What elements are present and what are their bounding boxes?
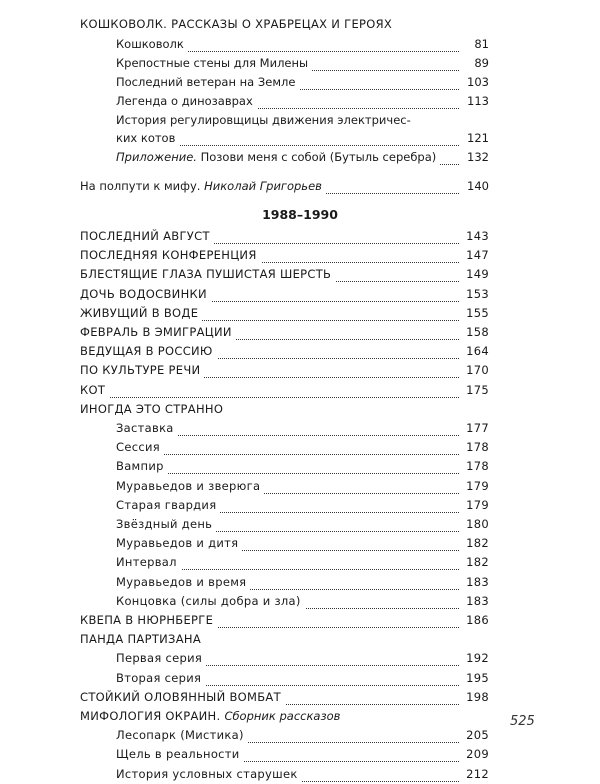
toc-label-text: Лесопарк (Мистика) bbox=[116, 728, 244, 743]
toc-page: 170 bbox=[466, 363, 489, 378]
toc-label bbox=[116, 533, 242, 553]
toc-label bbox=[80, 610, 217, 630]
toc-label bbox=[80, 176, 326, 196]
toc-label-text: ЖИВУЩИЙ В ВОДЕ bbox=[80, 305, 199, 320]
toc-entry bbox=[0, 72, 600, 92]
toc-entry bbox=[0, 437, 600, 457]
toc-page: 192 bbox=[466, 651, 489, 666]
toc-page: 149 bbox=[466, 267, 489, 282]
essay-author: Николай Григорьев bbox=[204, 179, 322, 193]
toc-entry bbox=[0, 572, 600, 592]
toc-label-text: КВЕПА В НЮРНБЕРГЕ bbox=[80, 613, 214, 627]
toc-entry bbox=[0, 687, 600, 707]
toc-label: Крепостные стены для Милены bbox=[116, 53, 312, 73]
toc-label-text: Старая гвардия bbox=[116, 497, 217, 512]
toc-page: 180 bbox=[466, 517, 489, 531]
toc-page: 175 bbox=[466, 382, 489, 397]
toc-label-text: БЛЕСТЯЩИЕ ГЛАЗА ПУШИСТАЯ ШЕРСТЬ bbox=[80, 267, 332, 282]
toc-page: 195 bbox=[466, 670, 489, 685]
toc-entry bbox=[0, 495, 600, 515]
toc-label bbox=[116, 495, 220, 515]
toc-label-text: Концовка (силы добра и зла) bbox=[116, 593, 301, 608]
toc-page: 81 bbox=[474, 37, 489, 51]
essay-title: На полпути к мифу. bbox=[80, 179, 201, 193]
toc-entry bbox=[0, 226, 600, 246]
toc-label bbox=[80, 245, 261, 265]
toc-label bbox=[116, 744, 244, 764]
toc-label-text: ДОЧЬ ВОДОСВИНКИ bbox=[80, 286, 207, 301]
toc-label: Кошковолк bbox=[116, 34, 188, 54]
toc-label bbox=[80, 380, 109, 400]
toc-label bbox=[80, 264, 335, 284]
toc-label: ких котов bbox=[116, 128, 179, 148]
toc-label-text: ВЕДУЩАЯ В РОССИЮ bbox=[80, 344, 213, 359]
toc-label bbox=[80, 226, 214, 246]
toc-page: 212 bbox=[466, 766, 489, 781]
toc-label bbox=[80, 360, 204, 380]
toc-label-text: СТОЙКИЙ ОЛОВЯННЫЙ ВОМБАТ bbox=[80, 689, 281, 704]
toc-label-text: ПОСЛЕДНИЙ АВГУСТ bbox=[80, 229, 210, 243]
toc-page: 183 bbox=[466, 574, 489, 589]
toc-entry bbox=[0, 380, 600, 400]
toc-label-text: Щель в реальности bbox=[116, 747, 240, 762]
toc-label-text: ПО КУЛЬТУРЕ РЕЧИ bbox=[80, 363, 201, 378]
toc-entry bbox=[0, 610, 600, 630]
toc-entry bbox=[0, 91, 600, 111]
toc-label-text: Вампир bbox=[116, 459, 164, 474]
toc-page: 147 bbox=[466, 248, 489, 263]
toc-entry bbox=[0, 303, 600, 323]
section-title-koshkovolk bbox=[0, 14, 600, 34]
toc-page: 183 bbox=[466, 593, 489, 608]
toc-page: 153 bbox=[466, 286, 489, 301]
toc-page: 205 bbox=[466, 728, 489, 743]
toc-label-text: МИФОЛОГИЯ ОКРАИН. bbox=[80, 709, 221, 723]
toc-page: 179 bbox=[466, 478, 489, 493]
toc-page: 198 bbox=[466, 689, 489, 704]
toc-entry bbox=[0, 552, 600, 572]
toc-label bbox=[116, 591, 305, 611]
toc-label bbox=[116, 418, 178, 438]
toc-entry bbox=[0, 456, 600, 476]
toc-entry bbox=[0, 476, 600, 496]
toc-label bbox=[116, 147, 440, 167]
toc-entry bbox=[0, 399, 600, 419]
toc-entry-line2 bbox=[0, 128, 600, 148]
toc-label: Легенда о динозаврах bbox=[116, 91, 257, 111]
toc-label-text: ИНОГДА ЭТО СТРАННО bbox=[80, 401, 224, 416]
toc-label bbox=[116, 764, 302, 784]
toc-entry bbox=[0, 322, 600, 342]
toc-page: 179 bbox=[466, 497, 489, 512]
toc-label bbox=[80, 629, 205, 649]
toc-entry bbox=[0, 668, 600, 688]
toc-label-text: Заставка bbox=[116, 421, 174, 435]
toc-page: 209 bbox=[466, 747, 489, 762]
toc-page: 178 bbox=[466, 440, 489, 455]
toc-label-text: Интервал bbox=[116, 555, 177, 570]
toc-label bbox=[80, 706, 344, 726]
toc-page: 103 bbox=[467, 75, 489, 89]
toc-label-rest: Позови меня с собой (Бутыль серебра) bbox=[200, 150, 437, 164]
toc-label bbox=[80, 341, 217, 361]
toc-page: 155 bbox=[466, 305, 489, 320]
toc-page: 164 bbox=[466, 344, 489, 359]
toc-page: 178 bbox=[466, 459, 489, 474]
toc-page: 177 bbox=[466, 421, 489, 435]
toc-label bbox=[116, 552, 181, 572]
toc-label bbox=[80, 284, 211, 304]
toc-entry bbox=[0, 533, 600, 553]
toc-label-text: Вторая серия bbox=[116, 670, 202, 685]
dotted-leader bbox=[116, 454, 459, 455]
toc-page: 132 bbox=[467, 150, 489, 164]
toc-page: 89 bbox=[474, 56, 489, 70]
toc-entry bbox=[0, 53, 600, 73]
dotted-leader bbox=[80, 397, 459, 398]
toc-label-text: Сессия bbox=[116, 440, 160, 455]
toc-entry bbox=[0, 629, 600, 649]
toc-page: 186 bbox=[466, 613, 489, 627]
section-heading-1988: 1988–1990 bbox=[262, 207, 338, 222]
toc-label bbox=[80, 687, 285, 707]
toc-page: 140 bbox=[467, 179, 489, 193]
toc-label-text: Муравьедов и время bbox=[116, 574, 247, 589]
toc-label bbox=[116, 476, 264, 496]
toc-label: КОШКОВОЛК. РАССКАЗЫ О ХРАБРЕЦАХ И ГЕРОЯХ bbox=[80, 17, 393, 31]
toc-label bbox=[116, 456, 168, 476]
toc-entry bbox=[0, 514, 600, 534]
toc-entry bbox=[0, 147, 600, 167]
toc-label bbox=[116, 437, 164, 457]
toc-entry bbox=[0, 418, 600, 438]
toc-page: 143 bbox=[466, 229, 489, 243]
toc-entry bbox=[0, 648, 600, 668]
toc-label: История регулировщицы движения электричес- bbox=[116, 113, 411, 127]
toc-entry-essay bbox=[0, 176, 600, 196]
toc-entry bbox=[0, 341, 600, 361]
toc-label: Последний ветеран на Земле bbox=[116, 72, 299, 92]
toc-label-text: ПАНДА ПАРТИЗАНА bbox=[80, 632, 201, 647]
toc-label bbox=[80, 322, 236, 342]
toc-label bbox=[80, 303, 202, 323]
toc-label-text: Звёздный день bbox=[116, 517, 213, 531]
toc-entry bbox=[0, 764, 600, 784]
toc-label-italic: Сборник рассказов bbox=[224, 709, 341, 723]
toc-label-text: Первая серия bbox=[116, 651, 203, 666]
toc-label bbox=[80, 399, 227, 419]
toc-page: 158 bbox=[466, 325, 489, 339]
toc-entry bbox=[0, 34, 600, 54]
toc-entry bbox=[0, 744, 600, 764]
toc-label-text: Муравьедов и зверюга bbox=[116, 478, 261, 493]
toc-label bbox=[116, 648, 206, 668]
page-number: 525 bbox=[510, 714, 535, 729]
toc-entry bbox=[0, 360, 600, 380]
toc-page: 182 bbox=[466, 555, 489, 570]
toc-label bbox=[116, 668, 205, 688]
toc-page: 121 bbox=[467, 131, 489, 145]
toc-label-text: КОТ bbox=[80, 382, 106, 397]
toc-label bbox=[116, 572, 250, 592]
toc-entry bbox=[0, 264, 600, 284]
toc-entry bbox=[0, 591, 600, 611]
toc-label bbox=[116, 514, 216, 534]
toc-label-italic: Приложение. bbox=[116, 150, 197, 164]
toc-label-text: История условных старушек bbox=[116, 766, 298, 781]
toc-label bbox=[116, 725, 248, 745]
toc-entry bbox=[0, 245, 600, 265]
toc-page: 182 bbox=[466, 536, 489, 551]
toc-label-text: ФЕВРАЛЬ В ЭМИГРАЦИИ bbox=[80, 325, 232, 339]
toc-page: 113 bbox=[467, 94, 489, 108]
toc-entry-line1 bbox=[0, 110, 600, 130]
toc-label-text: ПОСЛЕДНЯЯ КОНФЕРЕНЦИЯ bbox=[80, 248, 257, 263]
toc-entry bbox=[0, 284, 600, 304]
toc-label-text: Муравьедов и дитя bbox=[116, 536, 239, 551]
